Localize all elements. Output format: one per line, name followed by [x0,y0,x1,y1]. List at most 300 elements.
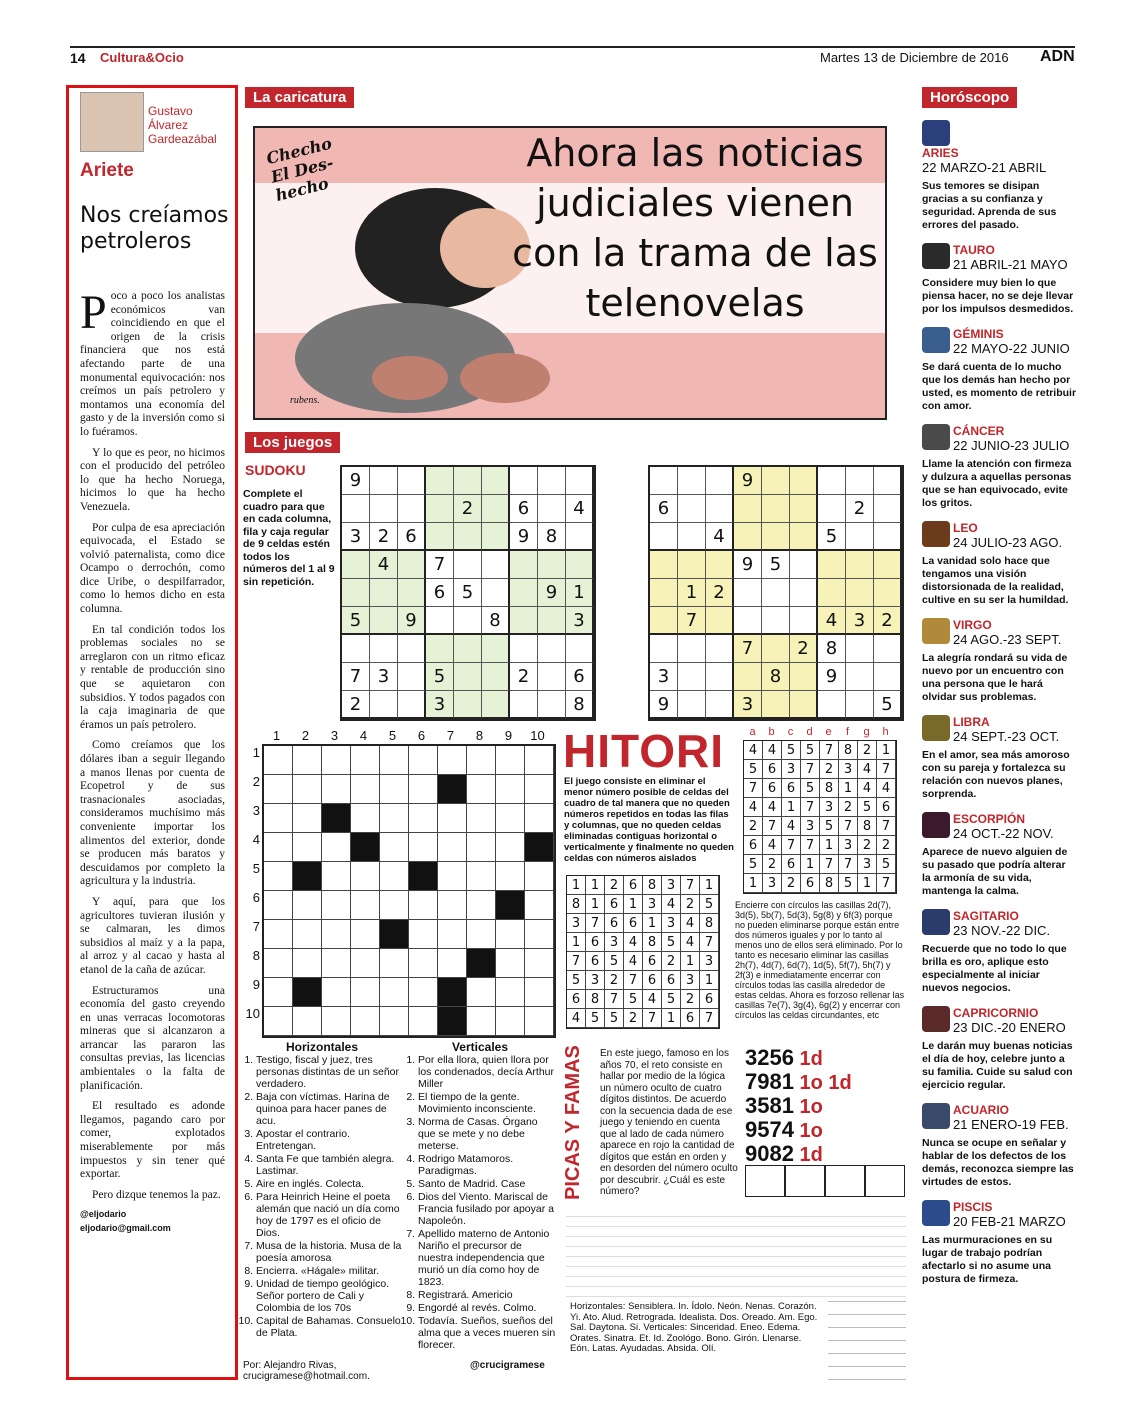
sudoku-cell[interactable] [874,551,902,579]
crossword-cell[interactable] [409,862,438,891]
hitori-cell[interactable]: 2 [858,741,877,760]
hitori-cell[interactable]: 7 [763,817,782,836]
hitori-cell[interactable]: 8 [858,817,877,836]
sudoku-cell[interactable]: 6 [566,663,594,691]
hitori-cell[interactable]: 3 [839,836,858,855]
sudoku-cell[interactable] [398,467,426,495]
sudoku-cell[interactable] [482,691,510,719]
hitori-cell[interactable]: 2 [782,874,801,893]
hitori-cell[interactable]: 5 [624,990,643,1009]
hitori-cell[interactable]: 5 [801,779,820,798]
hitori-cell[interactable]: 6 [624,876,643,895]
crossword-cell[interactable] [351,804,380,833]
sudoku-cell[interactable] [678,691,706,719]
hitori-cell[interactable]: 5 [605,952,624,971]
hitori-cell[interactable]: 6 [763,779,782,798]
crossword-cell[interactable] [496,949,525,978]
crossword-cell[interactable] [438,949,467,978]
hitori-cell[interactable]: 1 [858,874,877,893]
crossword-cell[interactable] [264,920,293,949]
crossword-cell[interactable] [467,862,496,891]
crossword-cell[interactable] [351,862,380,891]
sudoku-cell[interactable]: 9 [650,691,678,719]
sudoku-cell[interactable]: 7 [426,551,454,579]
hitori-cell[interactable]: 4 [858,760,877,779]
sudoku-cell[interactable]: 3 [734,691,762,719]
crossword-cell[interactable] [322,862,351,891]
crossword-cell[interactable] [264,804,293,833]
crossword-cell[interactable] [351,833,380,862]
crossword-cell[interactable] [467,978,496,1007]
sudoku-cell[interactable] [678,551,706,579]
sudoku-cell[interactable] [706,467,734,495]
sudoku-cell[interactable] [790,551,818,579]
sudoku-cell[interactable] [426,467,454,495]
crossword-cell[interactable] [322,891,351,920]
crossword-cell[interactable] [322,775,351,804]
crossword-cell[interactable] [438,978,467,1007]
hitori-cell[interactable]: 7 [567,952,586,971]
sudoku-cell[interactable] [846,663,874,691]
hitori-cell[interactable]: 1 [662,1009,681,1028]
hitori-cell[interactable]: 7 [801,798,820,817]
hitori-cell[interactable]: 2 [877,836,896,855]
crossword-cell[interactable] [438,746,467,775]
sudoku-cell[interactable] [706,663,734,691]
hitori-cell[interactable]: 7 [801,760,820,779]
sudoku-cell[interactable] [846,551,874,579]
crossword-cell[interactable] [409,804,438,833]
sudoku-cell[interactable] [566,635,594,663]
sudoku-cell[interactable] [650,551,678,579]
crossword-cell[interactable] [496,920,525,949]
crossword-cell[interactable] [409,891,438,920]
sudoku-cell[interactable] [650,607,678,635]
sudoku-cell[interactable] [454,551,482,579]
crossword-cell[interactable] [322,833,351,862]
sudoku-cell[interactable] [650,467,678,495]
sudoku-cell[interactable] [846,579,874,607]
sudoku-cell[interactable]: 6 [510,495,538,523]
hitori-cell[interactable]: 8 [643,933,662,952]
sudoku-cell[interactable]: 2 [790,635,818,663]
crossword-cell[interactable] [496,746,525,775]
sudoku-cell[interactable] [482,551,510,579]
crossword-cell[interactable] [467,920,496,949]
hitori-cell[interactable]: 6 [782,779,801,798]
hitori-cell[interactable]: 6 [681,1009,700,1028]
sudoku-cell[interactable] [538,691,566,719]
sudoku-cell[interactable]: 3 [370,663,398,691]
hitori-cell[interactable]: 6 [700,990,719,1009]
crossword-cell[interactable] [496,833,525,862]
crossword-cell[interactable] [293,862,322,891]
sudoku-cell[interactable] [678,495,706,523]
hitori-cell[interactable]: 1 [877,741,896,760]
hitori-cell[interactable]: 6 [605,914,624,933]
answer-box[interactable] [785,1165,825,1197]
crossword-cell[interactable] [525,949,554,978]
hitori-cell[interactable]: 7 [839,817,858,836]
sudoku-cell[interactable] [790,495,818,523]
hitori-cell[interactable]: 3 [782,760,801,779]
hitori-cell[interactable]: 3 [820,798,839,817]
crossword-cell[interactable] [380,978,409,1007]
sudoku-cell[interactable]: 3 [650,663,678,691]
crossword-cell[interactable] [467,891,496,920]
hitori-cell[interactable]: 4 [763,741,782,760]
crossword-cell[interactable] [496,1007,525,1036]
hitori-cell[interactable]: 3 [662,876,681,895]
hitori-cell[interactable]: 2 [681,895,700,914]
sudoku-cell[interactable]: 5 [342,607,370,635]
sudoku-cell[interactable] [370,691,398,719]
hitori-cell[interactable]: 5 [662,990,681,1009]
hitori-cell[interactable]: 3 [586,971,605,990]
sudoku-cell[interactable] [566,523,594,551]
hitori-cell[interactable]: 4 [681,914,700,933]
hitori-cell[interactable]: 3 [567,914,586,933]
sudoku-cell[interactable] [846,523,874,551]
sudoku-cell[interactable] [370,579,398,607]
crossword-cell[interactable] [438,1007,467,1036]
sudoku-cell[interactable] [454,691,482,719]
crossword-cell[interactable] [380,775,409,804]
crossword-cell[interactable] [322,920,351,949]
crossword-cell[interactable] [525,891,554,920]
hitori-cell[interactable]: 2 [662,952,681,971]
sudoku-cell[interactable]: 5 [874,691,902,719]
crossword-cell[interactable] [525,746,554,775]
hitori-cell[interactable]: 4 [624,933,643,952]
hitori-cell[interactable]: 1 [643,914,662,933]
crossword-cell[interactable] [264,833,293,862]
crossword-cell[interactable] [351,746,380,775]
hitori-cell[interactable]: 4 [744,741,763,760]
crossword-cell[interactable] [438,920,467,949]
hitori-cell[interactable]: 4 [744,798,763,817]
sudoku-cell[interactable] [538,551,566,579]
hitori-cell[interactable]: 1 [700,876,719,895]
crossword-cell[interactable] [467,746,496,775]
crossword-cell[interactable] [409,775,438,804]
hitori-cell[interactable]: 1 [700,971,719,990]
sudoku-cell[interactable]: 6 [398,523,426,551]
sudoku-cell[interactable]: 5 [762,551,790,579]
sudoku-cell[interactable]: 8 [762,663,790,691]
hitori-cell[interactable]: 1 [586,876,605,895]
sudoku-cell[interactable] [762,607,790,635]
hitori-cell[interactable]: 4 [763,836,782,855]
sudoku-cell[interactable] [342,551,370,579]
crossword-cell[interactable] [322,978,351,1007]
hitori-cell[interactable]: 7 [605,990,624,1009]
sudoku-cell[interactable]: 2 [874,607,902,635]
sudoku-cell[interactable]: 3 [846,607,874,635]
hitori-cell[interactable]: 8 [820,874,839,893]
sudoku-cell[interactable] [790,663,818,691]
crossword-cell[interactable] [264,862,293,891]
hitori-cell[interactable]: 5 [662,933,681,952]
sudoku-cell[interactable] [706,635,734,663]
hitori-cell[interactable]: 5 [801,741,820,760]
sudoku-cell[interactable] [706,607,734,635]
sudoku-cell[interactable] [678,663,706,691]
sudoku-cell[interactable] [510,467,538,495]
sudoku-cell[interactable]: 4 [706,523,734,551]
sudoku-cell[interactable] [454,523,482,551]
sudoku-cell[interactable]: 1 [678,579,706,607]
hitori-cell[interactable]: 4 [643,990,662,1009]
hitori-cell[interactable]: 7 [801,836,820,855]
crossword-cell[interactable] [525,1007,554,1036]
crossword-cell[interactable] [467,1007,496,1036]
sudoku-cell[interactable]: 8 [482,607,510,635]
hitori-cell[interactable]: 2 [763,855,782,874]
crossword-cell[interactable] [525,920,554,949]
sudoku-cell[interactable] [734,579,762,607]
hitori-cell[interactable]: 7 [744,779,763,798]
sudoku-cell[interactable] [510,607,538,635]
sudoku-cell[interactable] [818,495,846,523]
sudoku-cell[interactable] [426,523,454,551]
sudoku-cell[interactable] [482,635,510,663]
sudoku-cell[interactable]: 5 [818,523,846,551]
sudoku-cell[interactable] [510,635,538,663]
sudoku-cell[interactable] [370,635,398,663]
sudoku-cell[interactable] [398,579,426,607]
sudoku-cell[interactable] [454,607,482,635]
hitori-cell[interactable]: 5 [744,855,763,874]
crossword-cell[interactable] [380,833,409,862]
hitori-cell[interactable]: 1 [567,876,586,895]
sudoku-cell[interactable] [510,579,538,607]
hitori-cell[interactable]: 3 [858,855,877,874]
answer-box[interactable] [825,1165,865,1197]
hitori-cell[interactable]: 7 [839,855,858,874]
hitori-cell[interactable]: 3 [605,933,624,952]
crossword-cell[interactable] [351,775,380,804]
hitori-cell[interactable]: 3 [700,952,719,971]
hitori-cell[interactable]: 5 [877,855,896,874]
answer-box[interactable] [745,1165,785,1197]
sudoku-cell[interactable]: 9 [510,523,538,551]
answer-box[interactable] [865,1165,905,1197]
sudoku-cell[interactable] [342,495,370,523]
hitori-cell[interactable]: 7 [624,971,643,990]
sudoku-cell[interactable] [734,607,762,635]
hitori-cell[interactable]: 2 [858,836,877,855]
hitori-cell[interactable]: 1 [782,798,801,817]
sudoku-cell[interactable] [846,467,874,495]
sudoku-cell[interactable] [790,467,818,495]
hitori-cell[interactable]: 3 [763,874,782,893]
sudoku-cell[interactable] [818,467,846,495]
hitori-cell[interactable]: 7 [681,876,700,895]
crossword-cell[interactable] [293,978,322,1007]
hitori-cell[interactable]: 8 [567,895,586,914]
hitori-cell[interactable]: 4 [858,779,877,798]
crossword-cell[interactable] [438,862,467,891]
hitori-cell[interactable]: 6 [586,952,605,971]
hitori-cell[interactable]: 7 [877,760,896,779]
sudoku-cell[interactable] [482,467,510,495]
sudoku-cell[interactable]: 6 [426,579,454,607]
sudoku-cell[interactable] [678,523,706,551]
sudoku-cell[interactable]: 4 [566,495,594,523]
sudoku-cell[interactable]: 8 [818,635,846,663]
sudoku-cell[interactable]: 1 [566,579,594,607]
sudoku-cell[interactable] [874,635,902,663]
hitori-cell[interactable]: 5 [605,1009,624,1028]
sudoku-cell[interactable] [874,523,902,551]
crossword-cell[interactable] [467,833,496,862]
crossword-cell[interactable] [525,775,554,804]
sudoku-cell[interactable]: 9 [818,663,846,691]
sudoku-cell[interactable] [398,551,426,579]
hitori-cell[interactable]: 3 [662,914,681,933]
sudoku-cell[interactable] [538,635,566,663]
hitori-cell[interactable]: 6 [586,933,605,952]
hitori-cell[interactable]: 2 [744,817,763,836]
hitori-cell[interactable]: 2 [605,971,624,990]
sudoku-cell[interactable] [790,523,818,551]
hitori-cell[interactable]: 7 [877,817,896,836]
hitori-cell[interactable]: 4 [662,895,681,914]
sudoku-cell[interactable] [678,467,706,495]
hitori-cell[interactable]: 6 [643,971,662,990]
sudoku-cell[interactable] [650,579,678,607]
sudoku-cell[interactable] [874,579,902,607]
hitori-cell[interactable]: 1 [567,933,586,952]
crossword-cell[interactable] [293,775,322,804]
crossword-cell[interactable] [293,949,322,978]
sudoku-cell[interactable] [874,467,902,495]
hitori-cell[interactable]: 5 [700,895,719,914]
hitori-cell[interactable]: 4 [681,933,700,952]
crossword-cell[interactable] [293,891,322,920]
sudoku-cell[interactable] [762,495,790,523]
sudoku-cell[interactable] [398,495,426,523]
crossword-cell[interactable] [525,862,554,891]
hitori-cell[interactable]: 6 [662,971,681,990]
sudoku-cell[interactable] [566,467,594,495]
sudoku-cell[interactable] [426,607,454,635]
hitori-cell[interactable]: 5 [782,741,801,760]
hitori-cell[interactable]: 5 [567,971,586,990]
crossword-cell[interactable] [496,862,525,891]
crossword-cell[interactable] [322,746,351,775]
sudoku-cell[interactable] [762,579,790,607]
crossword-cell[interactable] [380,862,409,891]
crossword-cell[interactable] [293,746,322,775]
crossword-cell[interactable] [525,833,554,862]
hitori-cell[interactable]: 8 [586,990,605,1009]
crossword-cell[interactable] [525,804,554,833]
crossword-cell[interactable] [409,978,438,1007]
sudoku-cell[interactable]: 2 [342,691,370,719]
crossword-cell[interactable] [351,891,380,920]
hitori-cell[interactable]: 7 [643,1009,662,1028]
hitori-cell[interactable]: 1 [624,895,643,914]
hitori-cell[interactable]: 6 [605,895,624,914]
hitori-cell[interactable]: 5 [586,1009,605,1028]
hitori-cell[interactable]: 3 [643,895,662,914]
sudoku-cell[interactable] [482,579,510,607]
crossword-cell[interactable] [380,1007,409,1036]
hitori-cell[interactable]: 6 [763,760,782,779]
sudoku-cell[interactable]: 2 [454,495,482,523]
sudoku-cell[interactable] [342,635,370,663]
crossword-cell[interactable] [496,804,525,833]
crossword-cell[interactable] [351,1007,380,1036]
sudoku-cell[interactable]: 8 [566,691,594,719]
crossword-cell[interactable] [496,891,525,920]
hitori-cell[interactable]: 5 [858,798,877,817]
hitori-cell[interactable]: 7 [820,741,839,760]
hitori-cell[interactable]: 4 [624,952,643,971]
hitori-cell[interactable]: 7 [700,933,719,952]
hitori-cell[interactable]: 4 [567,1009,586,1028]
crossword-cell[interactable] [409,949,438,978]
sudoku-cell[interactable] [398,635,426,663]
sudoku-cell[interactable] [762,467,790,495]
hitori-cell[interactable]: 3 [681,971,700,990]
hitori-cell[interactable]: 2 [681,990,700,1009]
sudoku-cell[interactable] [566,551,594,579]
sudoku-cell[interactable]: 5 [426,663,454,691]
sudoku-cell[interactable] [510,691,538,719]
sudoku-cell[interactable] [454,467,482,495]
sudoku-cell[interactable] [762,691,790,719]
sudoku-cell[interactable]: 2 [846,495,874,523]
sudoku-cell[interactable]: 7 [678,607,706,635]
hitori-cell[interactable]: 8 [643,876,662,895]
hitori-cell[interactable]: 3 [839,760,858,779]
hitori-cell[interactable]: 6 [801,874,820,893]
crossword-cell[interactable] [264,775,293,804]
crossword-cell[interactable] [438,891,467,920]
crossword-cell[interactable] [264,1007,293,1036]
crossword-cell[interactable] [380,920,409,949]
crossword-cell[interactable] [380,949,409,978]
hitori-cell[interactable]: 1 [801,855,820,874]
crossword-cell[interactable] [496,775,525,804]
hitori-cell[interactable]: 5 [839,874,858,893]
crossword-cell[interactable] [293,1007,322,1036]
sudoku-cell[interactable] [734,663,762,691]
sudoku-cell[interactable] [706,691,734,719]
hitori-cell[interactable]: 1 [839,779,858,798]
crossword-cell[interactable] [438,775,467,804]
sudoku-cell[interactable] [370,467,398,495]
crossword-cell[interactable] [293,920,322,949]
crossword-cell[interactable] [409,920,438,949]
crossword-cell[interactable] [496,978,525,1007]
hitori-cell[interactable]: 4 [782,817,801,836]
crossword-cell[interactable] [409,833,438,862]
sudoku-cell[interactable]: 2 [706,579,734,607]
sudoku-cell[interactable] [678,635,706,663]
crossword-cell[interactable] [380,891,409,920]
hitori-cell[interactable]: 1 [586,895,605,914]
sudoku-cell[interactable] [510,551,538,579]
crossword-cell[interactable] [351,920,380,949]
hitori-cell[interactable]: 1 [820,836,839,855]
sudoku-cell[interactable] [846,691,874,719]
crossword-cell[interactable] [264,891,293,920]
crossword-cell[interactable] [438,804,467,833]
